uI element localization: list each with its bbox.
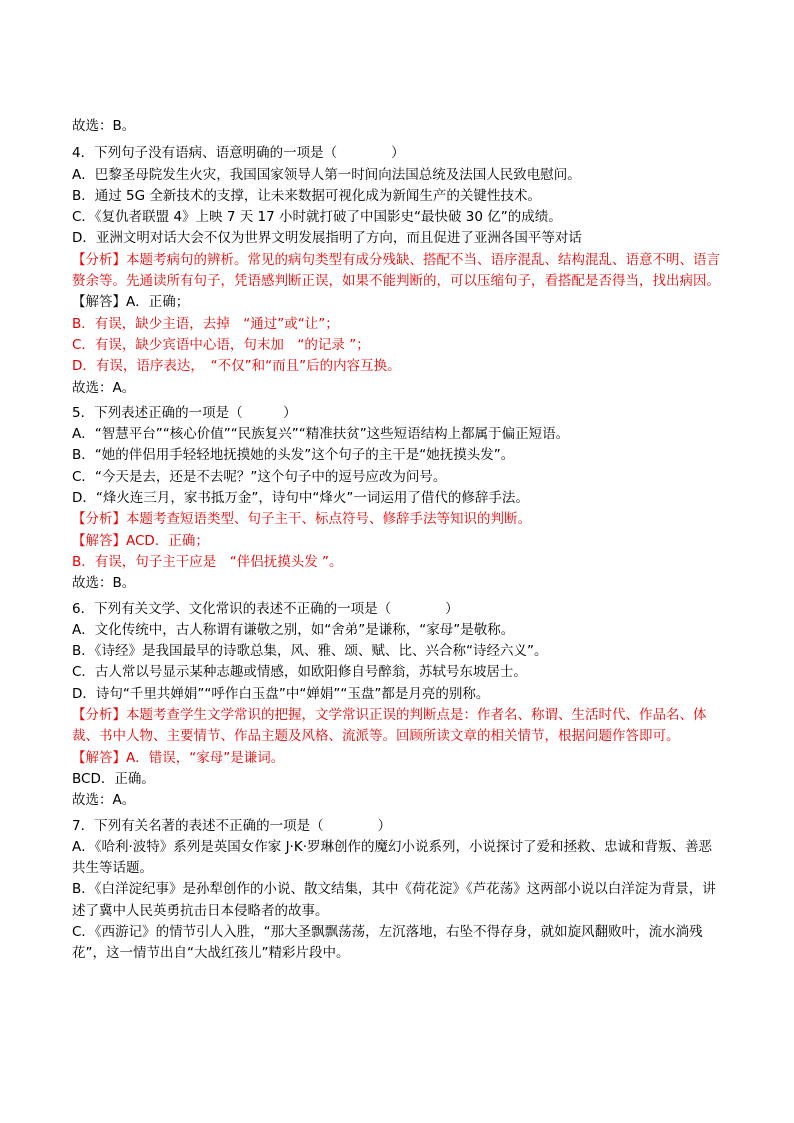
answer: 故选：B。	[72, 575, 136, 592]
solution-line: C．有误，缺少宾语中心语，句末加 “的记录 ”；	[72, 336, 370, 353]
question-stem: 5．下列表述正确的一项是（ ）	[72, 404, 297, 421]
option-a: A．“智慧平台”“核心价值”“民族复兴”“精准扶贫”这些短语结构上都属于偏正短语。	[72, 426, 570, 443]
option-c: C．《复仇者联盟 4》上映 7 天 17 小时就打破了中国影史“最快破 30 亿”的成绩。	[72, 209, 562, 226]
document-page	[72, 116, 724, 965]
option-d: D．亚洲文明对话大会不仅为世界文明发展指明了方向，而且促进了亚洲各国平等对话	[72, 230, 582, 247]
answer: 故选：A。	[72, 792, 136, 809]
question-4	[72, 143, 724, 399]
option-a: A．《哈利·波特》系列是英国女作家 J·K·罗琳创作的魔幻小说系列，小说探讨了爱和拯救、忠诚和背叛、善恶共生等话题。	[72, 838, 712, 877]
analysis: 【分析】本题考病句的辨析。常见的病句类型有成分残缺、搭配不当、语序混乱、结构混乱、语意不明、语言赘余等。先通读所有句子，凭语感判断正误，如果不能判断的，可以压缩句子，看搭配是否得当，找出病因。	[72, 251, 720, 290]
option-a: A．巴黎圣母院发生火灾，我国国家领导人第一时间向法国总统及法国人民致电慰问。	[72, 166, 581, 183]
question-stem: 7．下列有关名著的表述不正确的一项是（ ）	[72, 817, 392, 834]
analysis: 【分析】本题考查短语类型、句子主干、标点符号、修辞手法等知识的判断。	[72, 511, 531, 528]
question-5	[72, 403, 724, 595]
option-b: B．《白洋淀纪事》是孙犁创作的小说、散文结集，其中《荷花淀》《芦花荡》这两部小说以白洋淀为背景，讲述了冀中人民英勇抗击日本侵略者的故事。	[72, 881, 716, 919]
question-6	[72, 599, 724, 812]
question-7	[72, 816, 724, 965]
option-c: C．古人常以号显示某种志趣或情感，如欧阳修自号醉翁，苏轼号东坡居士。	[72, 664, 527, 681]
solution-line: 【解答】ACD．正确；	[72, 532, 209, 549]
solution-line: D．有误，语序表达， “不仅”和“而且”后的内容互换。	[72, 358, 401, 375]
solution-line: B．有误，缺少主语，去掉 “通过”或“让”；	[72, 315, 339, 332]
option-c: C．“今天是去，还是不去呢？”这个句子中的逗号应改为问号。	[72, 468, 447, 485]
option-a: A．文化传统中，古人称谓有谦敬之别，如“舍弟”是谦称，“家母”是敬称。	[72, 621, 515, 638]
answer: 故选：A。	[72, 379, 136, 396]
q3-answer: 故选：B。	[72, 118, 136, 134]
question-stem: 4．下列句子没有语病、语意明确的一项是（ ）	[72, 145, 405, 162]
solution-line: BCD．正确。	[72, 770, 155, 787]
option-b: B．《诗经》是我国最早的诗歌总集，风、雅、颂、赋、比、兴合称“诗经六义”。	[72, 643, 548, 660]
option-c: C．《西游记》的情节引人入胜，“那大圣飘飘荡荡，左沉落地，右坠不得存身，就如旋风翻败叶，流水淌残花”，这一情节出自“大战红孩儿”精彩片段中。	[72, 923, 703, 962]
option-d: D．诗句“千里共婵娟”“呼作白玉盘”中“婵娟”“玉盘”都是月亮的别称。	[72, 685, 490, 702]
solution-line: B．有误，句子主干应是 “伴侣抚摸头发 ”。	[72, 553, 343, 570]
analysis: 【分析】本题考查学生文学常识的把握，文学常识正误的判断点是：作者名、称谓、生活时代、作品名、体裁、书中人物、主要情节、作品主题及风格、流派等。回顾所读文章的相关情节，根据问题作答即可。	[72, 707, 707, 745]
solution-line: 【解答】A．错误，“家母”是谦词。	[72, 749, 285, 766]
option-d: D．“烽火连三月，家书抵万金”，诗句中“烽火”一词运用了借代的修辞手法。	[72, 490, 529, 507]
solution-line: 【解答】A．正确；	[72, 294, 190, 311]
option-b: B．通过 5G 全新技术的支撑，让未来数据可视化成为新闻生产的关键性技术。	[72, 187, 541, 204]
option-b: B．“她的伴侣用手轻轻地抚摸她的头发”这个句子的主干是“她抚摸头发”。	[72, 447, 515, 464]
question-stem: 6．下列有关文学、文化常识的表述不正确的一项是（ ）	[72, 600, 459, 617]
